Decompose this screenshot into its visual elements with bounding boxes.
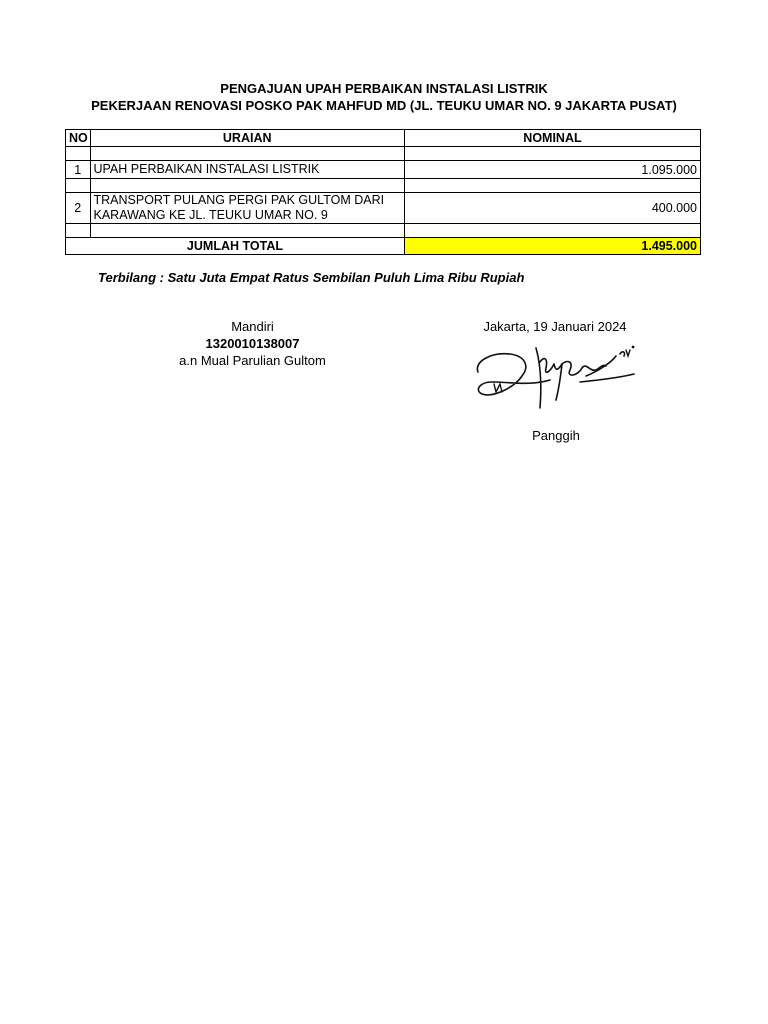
row-uraian: TRANSPORT PULANG PERGI PAK GULTOM DARI KARAWANG KE JL. TEUKU UMAR NO. 9 (90, 193, 404, 224)
invoice-table (65, 129, 701, 255)
table-spacer-row (66, 224, 701, 238)
total-label: JUMLAH TOTAL (66, 238, 405, 255)
document-title: PENGAJUAN UPAH PERBAIKAN INSTALASI LISTRIK (220, 81, 548, 96)
bank-account-holder: a.n Mual Parulian Gultom (179, 353, 326, 368)
bank-name: Mandiri (231, 319, 274, 334)
amount-in-words: Terbilang : Satu Juta Empat Ratus Sembilan Puluh Lima Ribu Rupiah (98, 270, 525, 285)
signer-name: Panggih (532, 428, 580, 443)
row-no: 2 (66, 193, 91, 224)
total-value: 1.495.000 (404, 238, 700, 255)
bank-details (140, 318, 365, 369)
row-uraian: UPAH PERBAIKAN INSTALASI LISTRIK (90, 161, 404, 179)
place-date: Jakarta, 19 Januari 2024 (483, 319, 627, 334)
table-row (66, 193, 701, 224)
table-spacer-row (66, 179, 701, 193)
signature-icon (470, 342, 640, 414)
document-subtitle: PEKERJAAN RENOVASI POSKO PAK MAHFUD MD (JL. TEUKU UMAR NO. 9 JAKARTA PUSAT) (91, 98, 677, 113)
header-nominal: NOMINAL (404, 130, 700, 147)
table-spacer-row (66, 147, 701, 161)
table-total-row (66, 238, 701, 255)
header-uraian: URAIAN (90, 130, 404, 147)
table-row (66, 161, 701, 179)
row-no: 1 (66, 161, 91, 179)
header-no: NO (66, 130, 91, 147)
table-header-row (66, 130, 701, 147)
row-nominal: 400.000 (404, 193, 700, 224)
bank-account-number: 1320010138007 (205, 336, 300, 351)
row-nominal: 1.095.000 (404, 161, 700, 179)
